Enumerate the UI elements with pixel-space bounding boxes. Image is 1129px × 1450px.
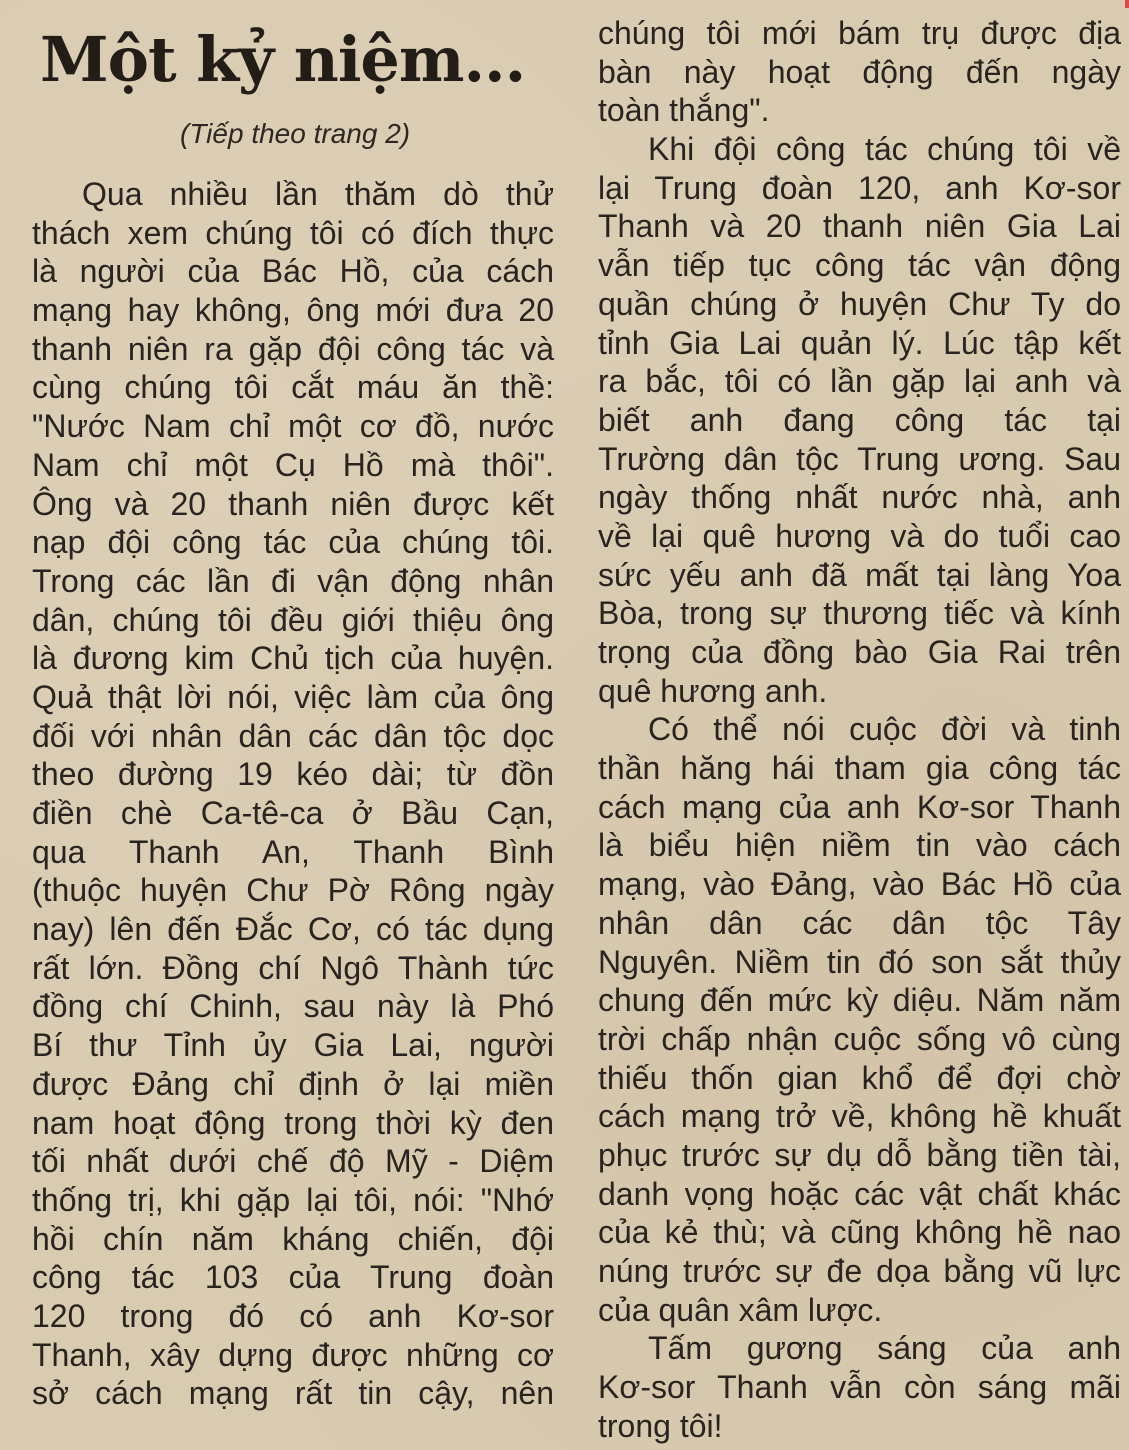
text-line: nạp đội công tác của chúng tôi. <box>32 524 554 561</box>
text-line: Bòa, trong sự thương tiếc và kính <box>598 595 1121 632</box>
text-line: (thuộc huyện Chư Pờ Rông ngày <box>32 872 554 909</box>
text-line: thách xem chúng tôi có đích thực <box>32 214 554 251</box>
text-line: thống trị, khi gặp lại tôi, nói: "Nhớ <box>32 1181 554 1218</box>
text-line: Bí thư Tỉnh ủy Gia Lai, người <box>32 1027 554 1064</box>
text-line: qua Thanh An, Thanh Bình <box>32 833 554 870</box>
text-line: dân, chúng tôi đều giới thiệu ông <box>32 601 554 638</box>
continued-from-note: (Tiếp theo trang 2) <box>180 118 411 149</box>
text-line: của kẻ thù; và cũng không hề nao <box>598 1214 1121 1251</box>
text-line: núng trước sự đe dọa bằng vũ lực <box>598 1253 1121 1289</box>
text-line: thiếu thốn gian khổ để đợi chờ <box>598 1059 1121 1096</box>
text-line: của quân xâm lược. <box>598 1291 883 1328</box>
text-line: Có thể nói cuộc đời và tinh <box>648 711 1121 748</box>
text-line: ngày thống nhất nước nhà, anh <box>598 479 1121 516</box>
article-column-left <box>32 175 554 1413</box>
text-line: Thanh, xây dựng được những cơ <box>32 1336 554 1373</box>
text-line: ra bắc, tôi có lần gặp lại anh và <box>598 363 1121 400</box>
text-line: Kơ-sor Thanh vẫn còn sáng mãi <box>598 1369 1121 1406</box>
text-line: quần chúng ở huyện Chư Ty do <box>598 285 1121 322</box>
text-line: biết anh đang công tác tại <box>598 401 1121 438</box>
text-line: Tấm gương sáng của anh <box>648 1330 1121 1367</box>
text-line: vẫn tiếp tục công tác vận động <box>598 247 1121 284</box>
text-line: "Nước Nam chỉ một cơ đồ, nước <box>32 408 554 445</box>
text-line: mạng, vào Đảng, vào Bác Hồ của <box>598 866 1121 903</box>
text-line: Quả thật lời nói, việc làm của ông <box>32 678 554 715</box>
text-line: thần hăng hái tham gia công tác <box>598 750 1121 787</box>
text-line: phục trước sự dụ dỗ bằng tiền tài, <box>598 1136 1121 1173</box>
text-line: đối với nhân dân các dân tộc dọc <box>32 717 554 754</box>
text-line: bàn này hoạt động đến ngày <box>598 53 1121 90</box>
text-line: Nguyên. Niềm tin đó son sắt thủy <box>598 943 1121 980</box>
text-line: trời chấp nhận cuộc sống vô cùng <box>598 1020 1121 1057</box>
text-line: về lại quê hương và do tuổi cao <box>598 517 1121 554</box>
text-line: danh vọng hoặc các vật chất khác <box>598 1175 1121 1212</box>
text-line: 120 trong đó có anh Kơ-sor <box>32 1297 554 1334</box>
text-line: chúng tôi mới bám trụ được địa <box>598 15 1121 51</box>
text-line: cùng chúng tôi cắt máu ăn thề: <box>32 369 554 406</box>
text-line: Trường dân tộc Trung ương. Sau <box>598 440 1121 477</box>
text-line: trong tôi! <box>598 1407 723 1444</box>
text-line: sở cách mạng rất tin cậy, nên <box>32 1375 554 1412</box>
text-line: hồi chín năm kháng chiến, đội <box>32 1220 554 1257</box>
text-line: công tác 103 của Trung đoàn <box>32 1259 554 1296</box>
text-line: là người của Bác Hồ, của cách <box>32 253 554 290</box>
text-line: Khi đội công tác chúng tôi về <box>648 131 1121 168</box>
text-line: tối nhất dưới chế độ Mỹ - Diệm <box>32 1143 554 1180</box>
text-line: được Đảng chỉ định ở lại miền <box>32 1065 554 1102</box>
article-title: Một kỷ niệm... <box>40 23 526 96</box>
text-line: mạng hay không, ông mới đưa 20 <box>32 292 554 329</box>
text-line: trọng của đồng bào Gia Rai trên <box>598 634 1121 670</box>
text-line: tỉnh Gia Lai quản lý. Lúc tập kết <box>598 324 1121 361</box>
text-line: là biểu hiện niềm tin vào cách <box>598 827 1121 864</box>
text-line: đồng chí Chinh, sau này là Phó <box>32 988 554 1025</box>
text-line: quê hương anh. <box>598 672 828 709</box>
text-line: nhân dân các dân tộc Tây <box>598 904 1121 941</box>
text-line: thanh niên ra gặp đội công tác và <box>32 330 554 367</box>
text-line: rất lớn. Đồng chí Ngô Thành tức <box>32 949 554 986</box>
text-line: Trong các lần đi vận động nhân <box>32 562 554 599</box>
text-line: toàn thắng". <box>598 92 770 129</box>
text-line: Thanh và 20 thanh niên Gia Lai <box>598 208 1121 245</box>
text-line: là đương kim Chủ tịch của huyện. <box>32 640 554 677</box>
text-line: cách mạng trở về, không hề khuất <box>598 1098 1121 1135</box>
text-line: điền chè Ca-tê-ca ở Bầu Cạn, <box>32 795 554 831</box>
text-line: Nam chỉ một Cụ Hồ mà thôi". <box>32 446 554 483</box>
text-line: sức yếu anh đã mất tại làng Yoa <box>598 556 1121 593</box>
text-line: theo đường 19 kéo dài; từ đồn <box>32 756 554 793</box>
text-line: Ông và 20 thanh niên được kết <box>32 485 554 522</box>
article-column-right <box>598 14 1121 1445</box>
text-line: nam hoạt động trong thời kỳ đen <box>32 1104 554 1141</box>
text-line: Qua nhiều lần thăm dò thử <box>82 176 554 212</box>
text-line: nay) lên đến Đắc Cơ, có tác dụng <box>32 911 554 948</box>
text-line: lại Trung đoàn 120, anh Kơ-sor <box>598 169 1121 206</box>
text-line: cách mạng của anh Kơ-sor Thanh <box>598 788 1121 825</box>
page-edge-mark <box>1125 0 1129 8</box>
text-line: chung đến mức kỳ diệu. Năm năm <box>598 982 1121 1019</box>
